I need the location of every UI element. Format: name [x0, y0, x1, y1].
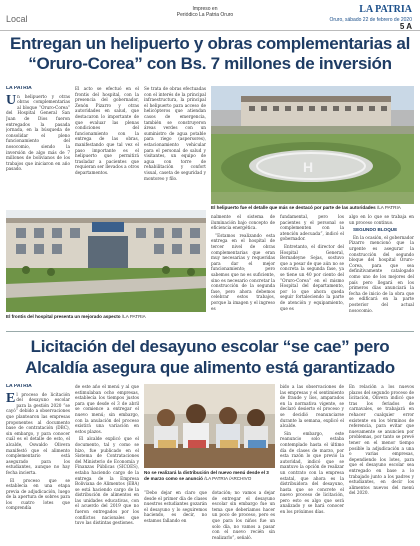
helipad-photo-caption — [211, 205, 414, 211]
page-header — [0, 0, 420, 31]
article-2-column-5 — [280, 384, 344, 542]
article-2-col6-p1: En relación a los nuevos plazos del segundo proceso de licitación, Olivera indicó que tras los feriados de carnavales, se trabajará en rehacer cualquier error existente en los términos de referencia, para evitar que nuevamente se anuncien por problemas, por tanto se prevé tener en el menor tiempo posible la adjudicación a una o varias empresas, dependiendo los lotes, para que el desayuno escolar sea entregado en base a lo trabajado junto a los padres y estudiantes, en decir los alimentos nuevos del menú del 2020. — [349, 384, 414, 496]
article-2-column-4 — [212, 490, 275, 542]
article-1-column-6 — [349, 214, 414, 326]
dateline: Oruro, sábado 22 de febrero de 2020 — [329, 17, 412, 23]
students-photo-image — [144, 384, 275, 468]
article-1-column-3 — [144, 86, 206, 206]
article-1-byline: LA PATRIA — [6, 86, 32, 91]
newspaper-brand: LA PATRIA — [359, 4, 412, 15]
students-photo — [144, 384, 275, 468]
article-1-col4-p2: “Estamos realizando esta entrega en el hospital de tercer nivel de obras complementarias que eran muy necesarias y requeridas para dar el mejor funcionamiento; pero sabemos que no es suficiente, sino es necesario concretar la construcción de la segunda fase, pero ahora debemos celebrar estos trabajos, porque la imagen y el ingreso es — [211, 232, 275, 311]
article-1-col3-p1: Se trata de obras efectuadas con el interés de la principal infraestructura, la principal el helipuerto para acceso de helicópteros que atiendan casos de emergencia, también se construyeron áreas verdes con un suministro de agua potable para riego (aspersores), estacionamiento vehicular para el personal de salud y visitantes, un equipo de agua con torre de rehabilitación y confort visual, caseta de seguridad y montoreo y filo. — [144, 86, 206, 181]
article-2-col1-p2: El proceso que se establecía en una etapa previa de adjudicación, luego de la apertura de sobres para los cuatro lotes que comprendía — [6, 477, 70, 511]
article-1-col5-p2: Entretanto, el director del Hospital General, Bernadeyne Sejas, sostuvo que a pesar de que aún no se concreta la segunda fase, ya se tiene un 40 por ciento del “Oruro-Corea” en el mismo Hospital del departamento, por lo que ahora queda seguir fortaleciendo la parte de atención y equipamiento, que es — [280, 243, 344, 311]
svg-text:H: H — [303, 159, 314, 175]
hospital-front-caption — [6, 314, 206, 320]
hospital-caption-text: El frontis del hospital presenta un mejorado aspecto — [6, 314, 121, 319]
article-1-dropcap: U — [6, 92, 17, 108]
sponsor-line-1: Impreso en — [192, 6, 218, 12]
hospital-caption-credit: /LA PATRIA — [121, 314, 146, 319]
article-2-col1-p1: l proceso de licitación del desayuno escolar para la gestión 2020 “se cayó” debido a observaciones que plantearon las empresas proponentes al documento base de contratación (DBC), sin embargo, y para conocer cuál es el detalle de esto, el alcalde, Oswaldo Olivera manifestó que el alimento complementario está asegurado para los estudiantes, aunque no hay fecha incierta. — [6, 391, 70, 475]
article-2-byline: LA PATRIA — [6, 384, 32, 389]
article-2-col4-p1: dotación; no vamos a dejar de entregar el desayuno escolar sin embargo fue un tema que deberíamos hacer un poco de proceso, pero es que para los niños fue un solo día, no vamos a pasar con el nuevo recién sin realizarlo”, señaló. — [212, 490, 275, 540]
article-2-col5-p2: Sin embargo, este reanuncio solo estaba contemplado hasta el último día de clases de marzo, por esta razón lo que previó la autoridad, indicó que se mantuvo la opción de realizar un contrato con la empresa estatal, que ahora es la distribuidora del desayuno, hasta que se concrete el nuevo proceso de licitación, pero esto es algo que será analizado y se hará conocer en los próximos días. — [280, 430, 344, 515]
article-1-headline: Entregan un helipuerto y obras complementarias al “Oruro-Corea” con Bs. 7 millones de inversión — [9, 34, 411, 73]
article-1-col5-p1: fundamental, pero los pacientes y el personal se complementen con la atención adecuada”, indicó el gobernador. — [280, 214, 344, 242]
helipad-caption-credit: /LA PATRIA — [376, 205, 401, 210]
article-1-col6-p1: algo en lo que se trabaja en un proceso continuo. — [349, 214, 414, 225]
article-2-col3-p1: “Debo dejar en claro que desde el primer día de clases nuestros estudiantes gozarán el desayuno y lo seguiremos haciendo, es decir, no estamos fallando en — [144, 490, 207, 523]
article-1-col1-p1: n helipuerto y otras obras complementarias al bloque “Oruro-Corea” del Hospital General San Juan de Dios fueron entregados la pasada jornada, en la búsqueda de consolidar el pleno funcionamiento del nosocomio, siendo la inversión de algo más de 7 millones de bolivianos de los trabajos que iniciaron en año pasado. — [6, 93, 70, 172]
article-1-column-5 — [280, 214, 344, 326]
article-2-column-2 — [75, 384, 139, 542]
section-label: Local — [6, 14, 28, 24]
helipad-photo-image — [211, 86, 414, 204]
article-2-column-1 — [6, 384, 70, 542]
article-1-col6-p2: En la ocasión, el gobernador Pizarro mencionó que la urgente es asegurar la construcción del segundo bloque del hospital Oruro-Corea, para que sea definitivamente catalogado como uno de los mejores del país pero llegará en los primeros días anunciará la fecha de inicio de la obra que se edificará en la parte posterior del actual nosocomio. — [349, 234, 414, 313]
hospital-front-photo — [6, 210, 206, 312]
article-2-column-6 — [349, 384, 414, 542]
article-2-col2-p2: El alcalde explicó que el documento, tal y como se hizo, fue publicado en el Sistema de Contrataciones del Ministerio de Economía y Finanzas Públicas (SICOES), estaba haciendo cargo de la entrega de la Empresa Boliviana de Alimentos (EBA) se está haciendo cargo de la distribución de alimentos en las unidades educativas, con el acuerdo del 2019 que no fueron entregados por los conflictos nacionales que tuvo las distintas gestiones. — [75, 436, 139, 526]
article-1-col2-p1: El acto se efectuó en el frontis del hospital, con la presencia del gobernador, Zenón Pizarro y otras autoridades en salud, que destacaron lo importante de que evaluar las plenas condiciones del funcionamiento con la entrega de las obras, manifestando que tal vez el paso importante es el helipuerto que permitirá trasladar a pacientes que requieran ser llevados a otros departamentos. — [75, 86, 139, 175]
article-2-col5-p1: bido a las observaciones de las empresas y el sentimiento de fraude y líos, amparados en la normativa vigente, se declaró desierto el proceso y se decidió reanunciarse durante la semana, explicó el alcalde. — [280, 384, 344, 429]
article-2-headline: Licitación del desayuno escolar “se cae” pero Alcaldía asegura que alimento está garantizado — [25, 337, 395, 377]
students-photo-caption — [144, 470, 275, 481]
article-2-col2-p1: de este año el menú y al que estimulaban ocho empresas, establecía los tiempos justos para que desde el 3 de abril se comience a entregar el nuevo menú; sin embargo, con la anulación del proceso existirá una variación en estos plazos. — [75, 384, 139, 434]
students-caption-text: No se realizará la distribución del nuevo menú desde el 3 de marzo como se anunció — [144, 470, 269, 481]
article-1-column-4 — [211, 214, 275, 326]
article-1-col4-p1: nalmente el sistema de iluminación bajo concepto de eficiencia energética. — [211, 214, 275, 231]
article-1-column-1 — [6, 86, 70, 206]
sponsor-note — [150, 6, 260, 18]
helipad-photo — [211, 86, 414, 204]
segundo-bloque-subhead: SEGUNDO BLOQUE — [353, 227, 398, 233]
students-caption-credit: /LA PATRIA /ARCHIVO — [204, 475, 252, 481]
sponsor-line-2: Periódico La Patria Oruro — [176, 12, 234, 18]
helipad-caption-text: El helipuerto fue el detalle que más se destacó por parte de las autoridades — [211, 205, 376, 210]
page-number: 5 A — [399, 22, 412, 31]
hospital-front-photo-image — [6, 210, 206, 312]
article-2-column-3 — [144, 490, 207, 542]
article-divider — [6, 331, 414, 332]
article-1-column-2 — [75, 86, 139, 206]
article-2-dropcap: E — [6, 390, 16, 406]
